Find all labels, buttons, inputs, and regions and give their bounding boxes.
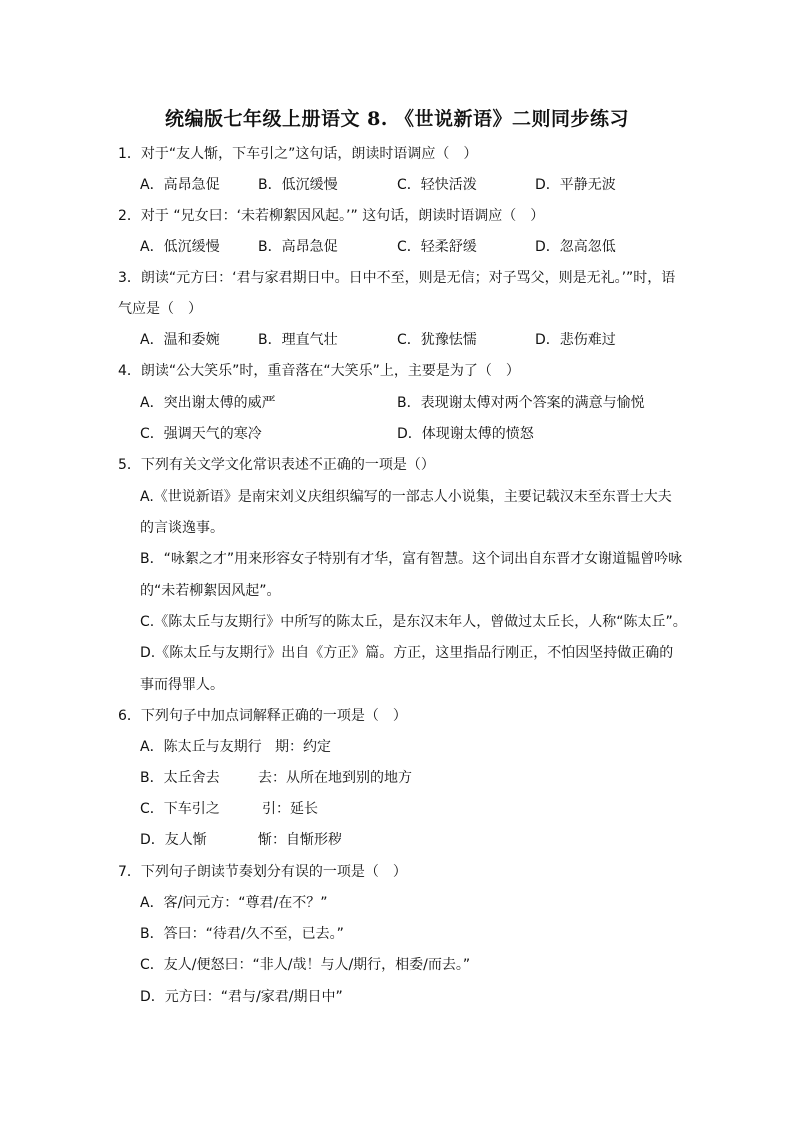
question-6-option-d[interactable]	[140, 830, 700, 850]
question-6-option-d-gloss: 惭：自惭形秽	[258, 832, 342, 848]
question-5-option-b[interactable]: B．“咏絮之才”用来形容女子特别有才华，富有智慧。这个词出自东晋才女谢道韫曾吟咏	[140, 551, 683, 567]
question-2-option-a[interactable]: A．低沉缓慢	[140, 239, 220, 255]
question-6-option-c[interactable]	[140, 799, 700, 819]
question-1-option-b[interactable]: B．低沉缓慢	[258, 177, 338, 193]
question-5-option-a[interactable]: A.《世说新语》是南宋刘义庆组织编写的一部志人小说集，主要记载汉末至东晋士大夫	[140, 489, 672, 505]
question-7-option-d[interactable]: D．元方曰：“君与/家君/期日中”	[140, 989, 343, 1005]
question-4-options-row-2	[140, 424, 700, 444]
question-5-option-b-cont: 的“未若柳絮因风起”。	[140, 583, 281, 599]
question-3-option-a[interactable]: A．温和委婉	[140, 332, 220, 348]
question-6-option-b[interactable]	[140, 768, 700, 788]
question-3-option-b[interactable]: B．理直气壮	[258, 332, 338, 348]
question-7-option-b[interactable]: B．答曰：“待君/久不至，已去。”	[140, 926, 344, 942]
question-6-option-d-sentence: D．友人惭	[140, 832, 207, 848]
question-1-option-a[interactable]: A．高昂急促	[140, 177, 220, 193]
question-4-stem: 4．朗读“公大笑乐”时，重音落在“大笑乐”上，主要是为了（ ）	[118, 363, 520, 379]
question-2-option-d[interactable]: D．忽高忽低	[535, 239, 616, 255]
question-2-stem: 2．对于 “兄女曰：‘未若柳絮因风起。’” 这句话，朗读时语调应（ ）	[118, 208, 545, 224]
question-2-options	[140, 237, 700, 257]
question-5-option-d[interactable]: D.《陈太丘与友期行》出自《方正》篇。方正，这里指品行刚正，不怕因坚持做正确的	[140, 645, 674, 661]
question-1-options	[140, 175, 700, 195]
question-6-option-a-sentence: A．陈太丘与友期行	[140, 739, 262, 755]
question-5-option-a-cont: 的言谈逸事。	[140, 520, 224, 536]
question-6-option-c-sentence: C．下车引之	[140, 801, 220, 817]
question-4-option-d[interactable]: D．体现谢太傅的愤怒	[397, 426, 534, 442]
question-4-option-b[interactable]: B．表现谢太傅对两个答案的满意与愉悦	[397, 395, 645, 411]
question-4-option-a[interactable]: A．突出谢太傅的威严	[140, 395, 276, 411]
question-3-options	[140, 330, 700, 350]
question-6-option-a-gloss: 期：约定	[275, 739, 331, 755]
question-7-option-c[interactable]: C．友人/便怒曰：“非人/哉！与人/期行，相委/而去。”	[140, 957, 471, 973]
question-2-option-c[interactable]: C．轻柔舒缓	[397, 239, 477, 255]
question-7-stem: 7．下列句子朗读节奏划分有误的一项是（ ）	[118, 864, 407, 880]
question-7-option-a[interactable]: A．客/问元方：“尊君/在不？”	[140, 895, 328, 911]
question-3-stem-cont: 气应是（ ）	[118, 301, 202, 317]
question-6-option-b-gloss: 去：从所在地到别的地方	[258, 770, 412, 786]
question-6-option-b-sentence: B．太丘舍去	[140, 770, 220, 786]
question-3-option-c[interactable]: C．犹豫怯懦	[397, 332, 477, 348]
question-4-option-c[interactable]: C．强调天气的寒冷	[140, 426, 262, 442]
question-6-option-a[interactable]	[140, 737, 700, 757]
question-1-option-d[interactable]: D．平静无波	[535, 177, 616, 193]
question-6-option-c-gloss: 引：延长	[262, 801, 318, 817]
question-4-options-row-1	[140, 393, 700, 413]
question-6-stem: 6．下列句子中加点词解释正确的一项是（ ）	[118, 708, 407, 724]
question-1-option-c[interactable]: C．轻快活泼	[397, 177, 477, 193]
question-5-stem: 5．下列有关文学文化常识表述不正确的一项是（）	[118, 457, 435, 473]
question-2-option-b[interactable]: B．高昂急促	[258, 239, 338, 255]
question-3-stem: 3．朗读“元方曰：‘君与家君期日中。日中不至，则是无信；对子骂父，则是无礼。’”时，语	[118, 270, 676, 286]
question-3-option-d[interactable]: D．悲伤难过	[535, 332, 616, 348]
question-1-stem: 1．对于“友人惭，下车引之”这句话，朗读时语调应（ ）	[118, 146, 478, 162]
question-5-option-d-cont: 事而得罪人。	[140, 677, 224, 693]
page-title: 统编版七年级上册语文 8. 《世说新语》二则同步练习	[164, 108, 630, 130]
question-5-option-c[interactable]: C.《陈太丘与友期行》中所写的陈太丘，是东汉末年人，曾做过太丘长，人称“陈太丘”。	[140, 614, 687, 630]
